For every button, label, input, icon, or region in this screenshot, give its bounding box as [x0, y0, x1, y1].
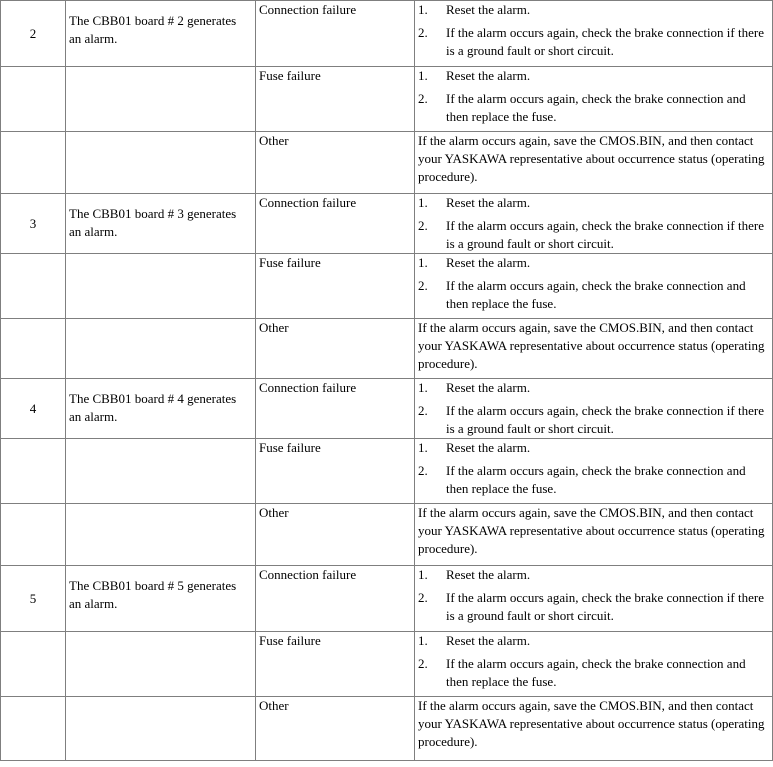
empty-cell: [1, 67, 66, 132]
table-row: [1, 566, 773, 632]
step-text: If the alarm occurs again, check the brake connection and then replace the fuse.: [446, 656, 746, 689]
solution-cell: [415, 566, 773, 632]
solution-cell: If the alarm occurs again, save the CMOS.BIN, and then contact your YASKAWA representative about occurrence status (operating procedure).: [415, 319, 773, 379]
empty-cell: [1, 439, 66, 504]
step-text: Reset the alarm.: [446, 195, 531, 210]
solution-step: [418, 589, 769, 625]
cause-cell: Other: [256, 697, 415, 761]
cause-cell: Fuse failure: [256, 67, 415, 132]
solution-step: [418, 1, 769, 19]
alarm-number: 2: [1, 1, 66, 67]
table-row: [1, 132, 773, 194]
cause-cell: Other: [256, 504, 415, 566]
cause-cell: Fuse failure: [256, 632, 415, 697]
step-text: Reset the alarm.: [446, 633, 531, 648]
cause-cell: Fuse failure: [256, 254, 415, 319]
alarm-table-body: [1, 1, 773, 761]
solution-step: [418, 67, 769, 85]
solution-cell: If the alarm occurs again, save the CMOS.BIN, and then contact your YASKAWA representative about occurrence status (operating procedure).: [415, 504, 773, 566]
cause-cell: Other: [256, 319, 415, 379]
empty-cell: [1, 632, 66, 697]
step-number: 2.: [418, 25, 428, 40]
step-text: If the alarm occurs again, check the brake connection and then replace the fuse.: [446, 278, 746, 311]
step-text: If the alarm occurs again, check the brake connection if there is a ground fault or short circuit.: [446, 218, 764, 251]
solution-step: [418, 254, 769, 272]
table-row: [1, 1, 773, 67]
step-number: 1.: [418, 68, 428, 83]
empty-cell: [1, 697, 66, 761]
step-text: Reset the alarm.: [446, 567, 531, 582]
solution-step: [418, 194, 769, 212]
step-number: 2.: [418, 590, 428, 605]
table-row: [1, 319, 773, 379]
step-number: 2.: [418, 656, 428, 671]
alarm-description: The CBB01 board # 4 generates an alarm.: [66, 379, 256, 439]
cause-cell: Connection failure: [256, 566, 415, 632]
solution-cell: [415, 439, 773, 504]
step-number: 2.: [418, 278, 428, 293]
solution-step: [418, 566, 769, 584]
solution-cell: [415, 632, 773, 697]
cause-cell: Connection failure: [256, 379, 415, 439]
empty-cell: [66, 697, 256, 761]
table-row: [1, 67, 773, 132]
step-number: 2.: [418, 91, 428, 106]
solution-step: [418, 24, 769, 60]
table-row: [1, 439, 773, 504]
step-text: Reset the alarm.: [446, 2, 531, 17]
solution-cell: If the alarm occurs again, save the CMOS.BIN, and then contact your YASKAWA representative about occurrence status (operating procedure).: [415, 697, 773, 761]
table-row: [1, 254, 773, 319]
solution-cell: [415, 379, 773, 439]
solution-step: [418, 655, 769, 691]
step-text: If the alarm occurs again, check the brake connection if there is a ground fault or short circuit.: [446, 25, 764, 58]
cause-cell: Other: [256, 132, 415, 194]
step-text: If the alarm occurs again, check the brake connection and then replace the fuse.: [446, 463, 746, 496]
solution-step: [418, 217, 769, 253]
solution-step: [418, 379, 769, 397]
step-text: Reset the alarm.: [446, 380, 531, 395]
step-number: 1.: [418, 633, 428, 648]
step-number: 1.: [418, 567, 428, 582]
empty-cell: [66, 132, 256, 194]
solution-cell: [415, 67, 773, 132]
table-row: [1, 194, 773, 254]
step-text: If the alarm occurs again, check the brake connection if there is a ground fault or short circuit.: [446, 590, 764, 623]
table-row: [1, 697, 773, 761]
step-number: 2.: [418, 463, 428, 478]
step-number: 1.: [418, 380, 428, 395]
solution-cell: [415, 1, 773, 67]
cause-cell: Fuse failure: [256, 439, 415, 504]
empty-cell: [66, 254, 256, 319]
step-text: Reset the alarm.: [446, 255, 531, 270]
alarm-description: The CBB01 board # 2 generates an alarm.: [66, 1, 256, 67]
solution-cell: [415, 254, 773, 319]
step-text: If the alarm occurs again, check the brake connection if there is a ground fault or short circuit.: [446, 403, 764, 436]
step-number: 2.: [418, 403, 428, 418]
solution-step: [418, 90, 769, 126]
empty-cell: [1, 132, 66, 194]
empty-cell: [1, 254, 66, 319]
table-row: [1, 379, 773, 439]
empty-cell: [1, 504, 66, 566]
step-number: 1.: [418, 255, 428, 270]
solution-step: [418, 402, 769, 438]
solution-step: [418, 462, 769, 498]
alarm-number: 4: [1, 379, 66, 439]
alarm-number: 3: [1, 194, 66, 254]
empty-cell: [66, 504, 256, 566]
solution-step: [418, 439, 769, 457]
step-number: 2.: [418, 218, 428, 233]
cause-cell: Connection failure: [256, 194, 415, 254]
solution-step: [418, 632, 769, 650]
step-number: 1.: [418, 440, 428, 455]
solution-step: [418, 277, 769, 313]
solution-cell: If the alarm occurs again, save the CMOS.BIN, and then contact your YASKAWA representative about occurrence status (operating procedure).: [415, 132, 773, 194]
empty-cell: [66, 319, 256, 379]
alarm-description: The CBB01 board # 5 generates an alarm.: [66, 566, 256, 632]
step-number: 1.: [418, 2, 428, 17]
empty-cell: [66, 67, 256, 132]
alarm-description: The CBB01 board # 3 generates an alarm.: [66, 194, 256, 254]
alarm-number: 5: [1, 566, 66, 632]
table-row: [1, 632, 773, 697]
empty-cell: [1, 319, 66, 379]
empty-cell: [66, 439, 256, 504]
step-text: Reset the alarm.: [446, 68, 531, 83]
step-number: 1.: [418, 195, 428, 210]
empty-cell: [66, 632, 256, 697]
cause-cell: Connection failure: [256, 1, 415, 67]
solution-cell: [415, 194, 773, 254]
table-row: [1, 504, 773, 566]
step-text: If the alarm occurs again, check the brake connection and then replace the fuse.: [446, 91, 746, 124]
step-text: Reset the alarm.: [446, 440, 531, 455]
